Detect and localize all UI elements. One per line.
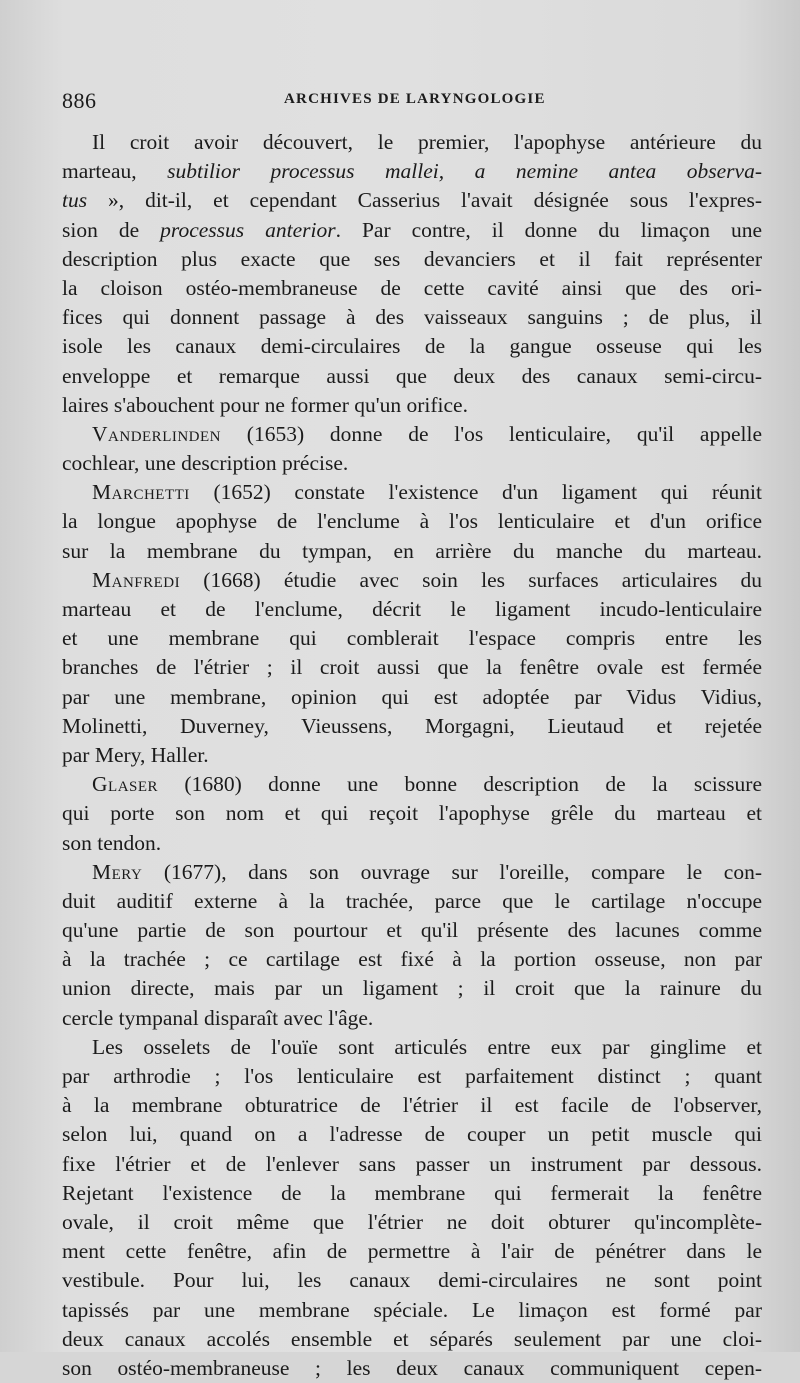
author-name: Marchetti <box>92 480 190 505</box>
text-line: laires s'abouchent pour ne former qu'un orifice. <box>62 392 468 417</box>
text-line: et une membrane qui comblerait l'espace compris entre les <box>62 626 762 651</box>
text-line: tapissés par une membrane spéciale. Le limaçon est formé par <box>62 1297 762 1322</box>
text-line: par une membrane, opinion qui est adoptée par Vidus Vidius, <box>62 684 762 709</box>
latin-phrase: subtilior processus mallei, a nemine antea observa- <box>167 159 762 184</box>
text-line <box>62 478 762 507</box>
text-line: Les osselets de l'ouïe sont articulés entre eux par ginglime et <box>92 1034 762 1059</box>
text-span: sion de <box>62 217 161 242</box>
text-span: marteau, <box>62 159 168 184</box>
page-header <box>62 88 752 114</box>
text-line <box>62 420 762 449</box>
text-line: fixe l'étrier et de l'enlever sans passer un instrument par dessous. <box>62 1151 762 1176</box>
text-line: son ostéo-membraneuse ; les deux canaux communiquent cepen- <box>62 1355 762 1380</box>
text-line: sur la membrane du tympan, en arrière du manche du marteau. <box>62 538 762 563</box>
author-name: Glaser <box>92 772 159 797</box>
running-title: ARCHIVES DE LARYNGOLOGIE <box>284 91 546 107</box>
text-line <box>62 770 762 799</box>
text-line: selon lui, quand on a l'adresse de couper un petit muscle qui <box>62 1122 762 1147</box>
text-line: marteau et de l'enclume, décrit le ligament incudo-lenticulaire <box>62 597 762 621</box>
text-line: description plus exacte que ses devanciers et il fait représenter <box>62 246 762 271</box>
author-name: Mery <box>92 859 143 884</box>
text-line: son tendon. <box>62 830 162 855</box>
text-span: (1680) donne une bonne description de la scissure <box>158 772 762 797</box>
text-span: (1652) constate l'existence d'un ligament qui réunit <box>189 480 762 505</box>
latin-phrase: tus <box>62 188 88 213</box>
text-line: duit auditif externe à la trachée, parce que le cartilage n'occupe <box>62 888 762 913</box>
body-text <box>62 128 762 1383</box>
text-line <box>62 216 762 245</box>
text-line: qui porte son nom et qui reçoit l'apophyse grêle du marteau et <box>62 801 762 826</box>
text-line: la longue apophyse de l'enclume à l'os lenticulaire et d'un orifice <box>62 509 762 534</box>
text-line: qu'une partie de son pourtour et qu'il présente des lacunes comme <box>62 918 762 943</box>
text-line: Rejetant l'existence de la membrane qui fermerait la fenêtre <box>62 1180 762 1205</box>
author-name: Manfredi <box>92 567 181 592</box>
text-line: ovale, il croit même que l'étrier ne doit obturer qu'incomplète- <box>62 1209 762 1234</box>
text-line: cercle tympanal disparaît avec l'âge. <box>62 1005 374 1030</box>
latin-phrase: processus anterior <box>160 217 336 242</box>
page-number: 886 <box>62 88 97 113</box>
text-line: fices qui donnent passage à des vaisseaux sanguins ; de plus, il <box>62 305 762 330</box>
text-line: ment cette fenêtre, afin de permettre à l'air de pénétrer dans le <box>62 1239 762 1264</box>
text-line <box>62 566 762 595</box>
text-span: (1653) donne de l'os lenticulaire, qu'il appelle <box>221 421 762 446</box>
text-span: (1677), dans son ouvrage sur l'oreille, compare le con- <box>142 859 762 884</box>
text-span: (1668) étudie avec soin les surfaces articulaires du <box>180 567 762 592</box>
text-line <box>62 186 762 215</box>
text-line: enveloppe et remarque aussi que deux des canaux semi-circu- <box>62 363 762 388</box>
text-line: par Mery, Haller. <box>62 742 209 767</box>
text-line: la cloison ostéo-membraneuse de cette cavité ainsi que des ori- <box>62 275 762 300</box>
text-line <box>62 858 762 887</box>
text-line: cochlear, une description précise. <box>62 451 349 476</box>
text-line: branches de l'étrier ; il croit aussi que la fenêtre ovale est fermée <box>62 655 762 680</box>
text-line: à la membrane obturatrice de l'étrier il est facile de l'observer, <box>62 1093 762 1118</box>
text-line: deux canaux accolés ensemble et séparés seulement par une cloi- <box>62 1326 762 1351</box>
text-span: », dit-il, et cependant Casserius l'avait désignée sous l'expres- <box>87 188 762 213</box>
text-span: . Par contre, il donne du limaçon une <box>335 217 762 242</box>
text-line <box>62 157 762 186</box>
text-line: isole les canaux demi-circulaires de la gangue osseuse qui les <box>62 334 762 359</box>
author-name: Vanderlinden <box>92 421 222 446</box>
text-line: Il croit avoir découvert, le premier, l'apophyse antérieure du <box>92 130 762 154</box>
text-line: union directe, mais par un ligament ; il croit que la rainure du <box>62 976 762 1001</box>
text-line: Molinetti, Duverney, Vieussens, Morgagni, Lieutaud et rejetée <box>62 713 762 738</box>
text-line: par arthrodie ; l'os lenticulaire est parfaitement distinct ; quant <box>62 1064 762 1088</box>
text-line: vestibule. Pour lui, les canaux demi-circulaires ne sont point <box>62 1268 762 1293</box>
text-line: à la trachée ; ce cartilage est fixé à la portion osseuse, non par <box>62 947 762 972</box>
